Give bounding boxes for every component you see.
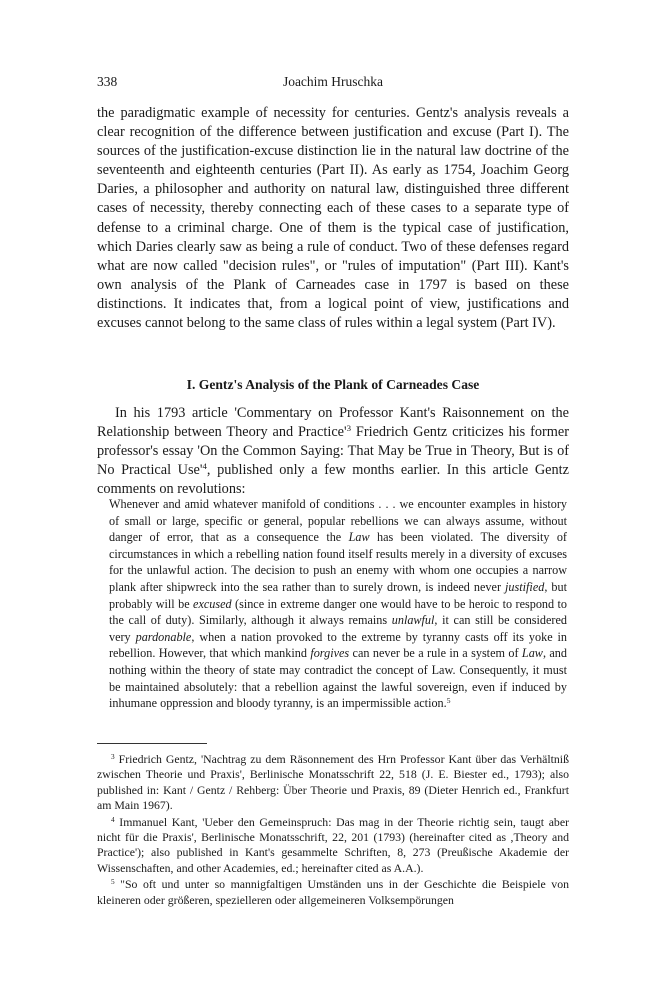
section-paragraph [97,404,569,499]
intro-paragraph: the paradigmatic example of necessity for centuries. Gentz's analysis reveals a clear recognition of the difference between justification and excuse (Part I). The sources of the justification-excuse distinction lie in the natural law doctrine of the seventeenth and eighteenth centuries (Part II). As early as 1754, Joachim Georg Daries, a philosopher and authority on natural law, distinguished three different cases of necessity, thereby connecting each of these cases to a separate type of defense to a criminal charge. One of them is the typical case of justification, which Daries clearly saw as being a rule of conduct. Two of these defenses regard what are now called "decision rules", or "rules of imputation" (Part III). Kant's own analysis of the Plank of Carneades case in 1797 is based on these distinctions. It indicates that, from a logical point of view, justifications and excuses cannot belong to the same class of rules within a legal system (Part IV). [97,105,569,332]
quote-text: has been violated. The diversity of circumstances in which a rebelling nation found itself results merely in a diversity of excuses for the unlawful action. The decision to push an enemy with whom one occupies a narrow plank after shipwreck into the sea rather than to surely drown, is indeed never [109,530,567,594]
quote-italic: forgives [310,646,350,661]
paragraph-text: , published only a few months earlier. In this article Gentz comments on revolutions: [97,462,569,498]
quote-text: , when a nation provoked to the extreme by tyranny casts off its yoke in rebellion. However, that which mankind [109,629,568,661]
quote-italic: unlawful [391,613,435,628]
footnote-number: 4 [111,814,115,824]
paragraph-text: Friedrich Gentz criticizes his former professor's essay 'On the Common Saying: That May be True in Theory, But is of No Practical Use' [97,424,569,479]
footnote-text: Immanuel Kant, 'Ueber den Gemeinspruch: Das mag in der Theorie richtig sein, taugt aber nicht für die Praxis', Berlinische Monatsschrift, 22, 201 (1793) (hereinafter cited as ,Theory and Practice'); also published in Kant's gesammelte Schriften, 8, 273 (Preußische Akademie der Wissenschaften, and other Academies, ed.; hereinafter cited as A.A.). [97,814,569,875]
footnote-number: 3 [111,751,115,761]
footnote-number: 5 [111,877,115,887]
footnote-text: "So oft und unter so mannigfaltigen Umständen uns in der Geschichte die Beispiele von kleineren oder größeren, spezielleren oder allgemeineren Volksempörungen [97,877,569,907]
quote-text: , it can still be considered very [109,613,567,644]
footnote-ref-4[interactable]: 4 [202,461,207,472]
footnote-3 [97,752,569,814]
footnotes [97,752,569,909]
quote-text: can never be a rule in a system of [349,646,522,661]
page-header [97,74,569,96]
quote-text: (since in extreme danger one would have to be heroic to respond to the call of duty). Similarly, although it always remains [109,596,567,628]
footnote-4 [97,815,569,877]
footnote-ref-5[interactable]: 5 [446,695,451,705]
section-heading: I. Gentz's Analysis of the Plank of Carneades Case [186,377,480,392]
quote-text: , but probably will be [109,579,567,611]
quote-text: , and nothing within the theory of state may contradict the concept of Law. Consequently, it must be maintained absolutely: that a rebellion against the lawful sovereign, even if induced by inhumane oppression and bloody tyranny, is an impermissible action. [109,646,567,711]
footnote-divider [97,743,207,744]
footnote-text: Friedrich Gentz, 'Nachtrag zu dem Räsonnement des Hrn Professor Kant über das Verhältniß zwischen Theorie und Praxis', Berlinische Monatsschrift 22, 518 (J. E. Biester ed., 1793); also published in: Kant / Gentz / Rehberg: Über Theorie und Praxis, 89 (Dieter Henrich ed., Frankfurt am Main 1967). [97,752,569,813]
quote-text: Whenever and amid whatever manifold of conditions . . . we encounter examples in history of small or large, specific or general, popular rebellions we can always assume, without danger of error, that as a consequence the [109,497,567,545]
block-quote [109,496,567,712]
footnote-5 [97,877,569,908]
quote-italic: excused [193,596,232,611]
paragraph-text: In his 1793 article 'Commentary on Professor Kant's Raisonnement on the Relationship between Theory and Practice' [97,405,569,441]
quote-italic: pardonable [135,629,192,644]
quote-italic: Law [521,646,543,661]
running-head: Joachim Hruschka [282,74,384,89]
quote-italic: justified [505,579,545,594]
footnote-ref-3[interactable]: 3 [346,423,352,434]
quote-italic: Law [348,530,370,545]
page-number: 338 [97,74,118,89]
